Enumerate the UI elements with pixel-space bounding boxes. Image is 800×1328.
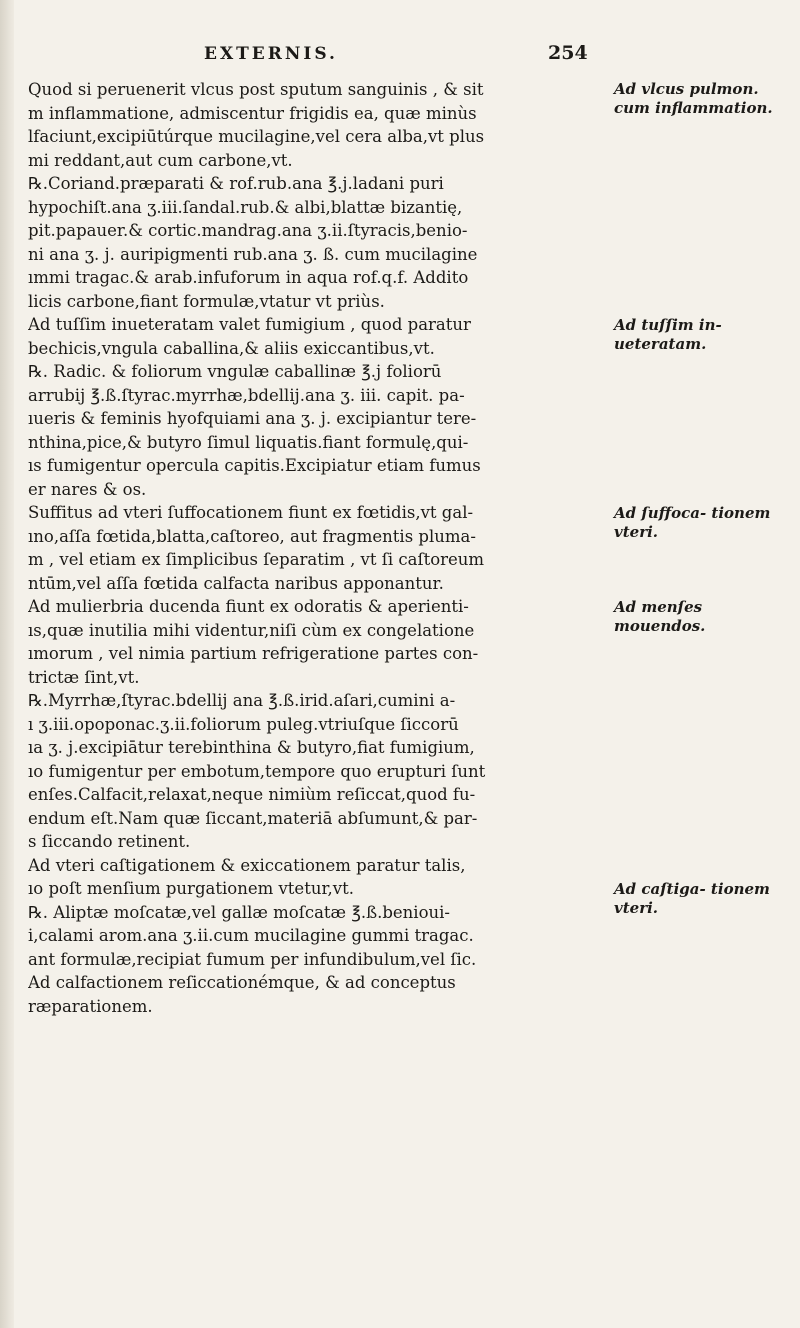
text-line: ı ʒ.iii.opoponac.ʒ.ii.foliorum puleg.vtriuſque ſiccorū — [28, 714, 459, 734]
text-line: ℞.Myrrhæ,ſtyrac.bdellij ana ℥.ß.irid.aſari,cumini a- — [28, 691, 456, 710]
text-line: ıa ʒ. j.excipiātur terebinthina & butyro,fiat fumigium, — [28, 738, 475, 757]
text-line: endum eſt.Nam quæ ſiccant,materiā abſumunt,& par- — [28, 808, 478, 828]
text-line: ıno,aſſa fœtida,blatta,caſtoreo, aut fragmentis pluma- — [28, 526, 476, 546]
text-line: ımorum , vel nimia partium refrigeratione partes con- — [28, 644, 479, 663]
text-line: ıo poſt menſium purgationem vtetur,vt. — [28, 879, 354, 898]
text-line: ant formulæ,recipiat fumum per infundibulum,vel ſic. — [28, 949, 477, 969]
body-text — [28, 78, 608, 1018]
text-line: Quod si peruenerit vlcus post sputum sanguinis , & sit — [28, 80, 484, 99]
text-line: ıs fumigentur opercula capitis.Excipiatur etiam fumus — [28, 456, 481, 475]
margin-note-castigatio-uteri: Ad caſtiga- tionem vteri. — [614, 880, 770, 917]
text-line: Ad vteri caſtigationem & exiccationem paratur talis, — [28, 855, 466, 875]
page-number: 254 — [548, 42, 588, 64]
text-line: ni ana ʒ. j. auripigmenti rub.ana ʒ. ß. cum mucilagine — [28, 244, 478, 264]
text-line: ℞. Radic. & foliorum vngulæ caballinæ ℥.j foliorū — [28, 362, 442, 381]
margin-note-menses: Ad menſes mouendos. — [614, 598, 706, 635]
text-line: ℞.Coriand.præparati & rof.rub.ana ℥.j.ladani puri — [28, 174, 444, 193]
text-line: licis carbone,fiant formulæ,vtatur vt priùs. — [28, 291, 385, 311]
text-line: ræparationem. — [28, 996, 153, 1016]
text-line: Ad calfactionem reſiccationémque, & ad conceptus — [28, 973, 456, 992]
text-line: nthina,pice,& butyro ſimul liquatis.fiant formulę,qui- — [28, 432, 469, 452]
text-line: s ſiccando retinent. — [28, 832, 191, 851]
page-header — [0, 44, 800, 74]
margin-note-ulcus-pulmonis: Ad vlcus pulmon. cum inflammation. — [614, 80, 773, 117]
text-line: er nares & os. — [28, 479, 147, 499]
text-line: i,calami arom.ana ʒ.ii.cum mucilagine gummi tragac. — [28, 926, 474, 945]
text-line: hypochiſt.ana ʒ.iii.ſandal.rub.& albi,blattæ bizantię, — [28, 197, 463, 217]
text-line: arrubij ℥.ß.ſtyrac.myrrhæ,bdellij.ana ʒ. iii. capit. pa- — [28, 385, 465, 405]
text-line: Ad mulierbria ducenda fiunt ex odoratis & aperienti- — [28, 597, 469, 616]
text-line: Suffitus ad vteri ſuffocationem fiunt ex fœtidis,vt gal- — [28, 503, 474, 522]
text-line: bechicis,vngula caballina,& aliis exiccantibus,vt. — [28, 338, 435, 358]
text-line: ℞. Aliptæ moſcatæ,vel gallæ moſcatæ ℥.ß.benioui- — [28, 902, 450, 922]
text-line: lfaciunt,excipiūtúrque mucilagine,vel cera alba,vt plus — [28, 127, 485, 146]
text-line: enſes.Calfacit,relaxat,neque nimiùm reſiccat,quod fu- — [28, 785, 476, 804]
text-line: mi reddant,aut cum carbone,vt. — [28, 150, 293, 170]
text-line: Ad tuſſim inueteratam valet fumigium , quod paratur — [28, 315, 471, 334]
text-line: trictæ ſint,vt. — [28, 667, 140, 687]
text-line: ıo fumigentur per embotum,tempore quo erupturi ſunt — [28, 761, 486, 781]
text-line: m , vel etiam ex ſimplicibus ſeparatim , vt ſi caſtoreum — [28, 550, 485, 569]
text-line: ntūm,vel aſſa fœtida calfacta naribus apponantur. — [28, 573, 444, 593]
text-line: ıs,quæ inutilia mihi videntur,niſi cùm ex congelatione — [28, 620, 475, 640]
text-line: ıueris & feminis hyofquiami ana ʒ. j. excipiantur tere- — [28, 409, 477, 428]
text-line: ımmi tragac.& arab.infuforum in aqua rof.q.f. Addito — [28, 268, 469, 287]
text-line: pit.papauer.& cortic.mandrag.ana ʒ.ii.ſtyracis,benio- — [28, 221, 468, 240]
running-head: EXTERNIS. — [204, 44, 338, 64]
text-line: m inflammatione, admiscentur frigidis ea, quæ minùs — [28, 103, 477, 123]
margin-note-suffocatio-uteri: Ad ſuffoca- tionem vteri. — [614, 504, 771, 541]
margin-note-tussis: Ad tuſſim in- ueteratam. — [614, 316, 722, 353]
page-edge — [0, 0, 14, 1328]
